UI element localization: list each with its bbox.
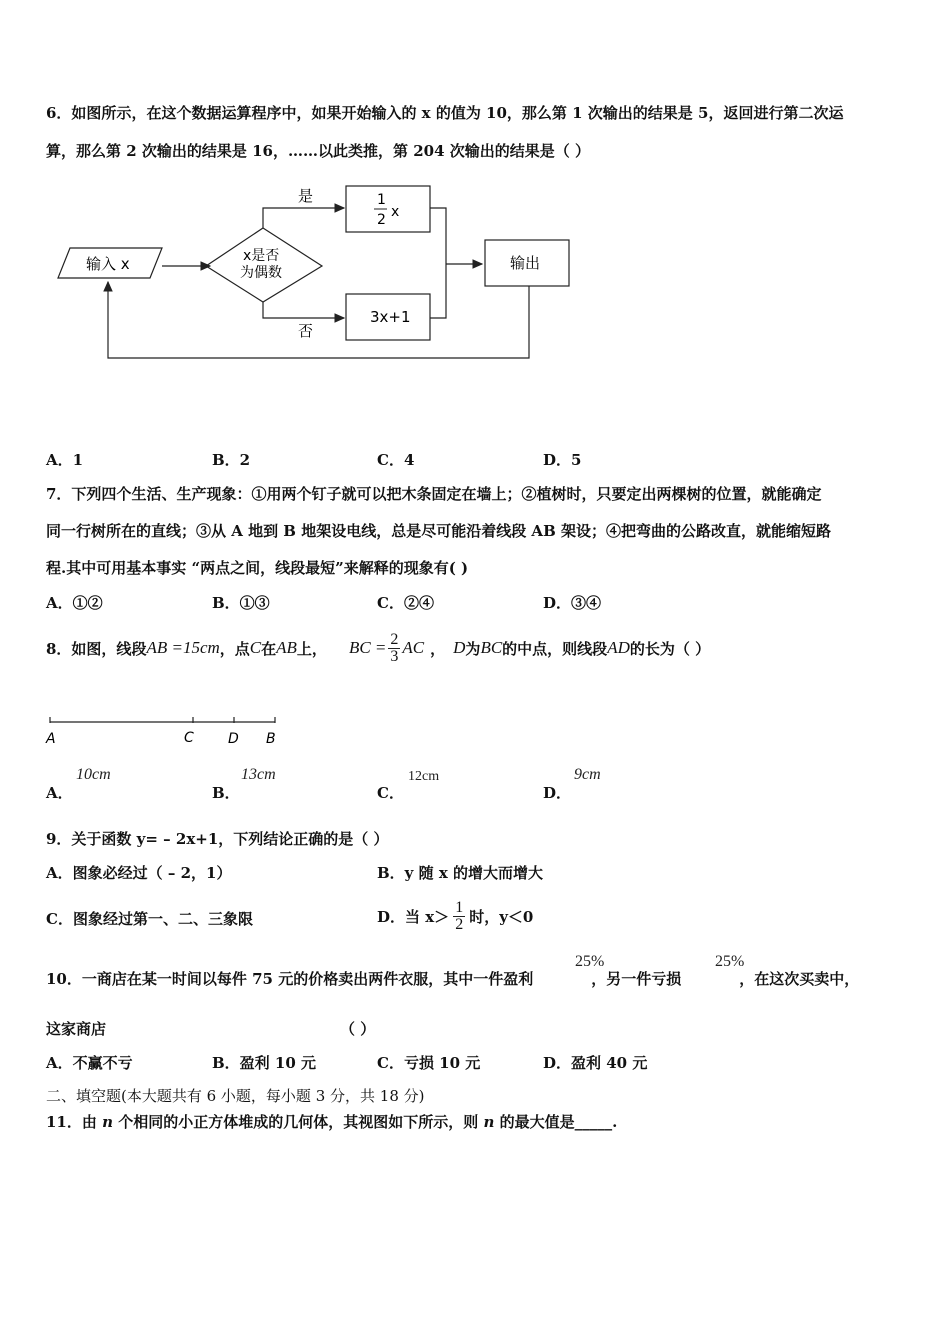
q6-option-b[interactable]: B．2 xyxy=(212,451,251,469)
q11-stem xyxy=(46,1111,617,1132)
flow-half-x-box xyxy=(346,186,430,232)
q8-text-6: 为 xyxy=(465,639,481,658)
q9-option-a[interactable]: A．图象必经过（ – 2，1） xyxy=(46,864,232,882)
q8-text-2: ，点 xyxy=(219,639,250,658)
q10-text-1: 10．一商店在某一时间以每件 75 元的价格卖出两件衣服，其中一件盈利 xyxy=(46,970,534,988)
flow-no-path xyxy=(263,302,344,318)
flow-decision-line1: x是否 xyxy=(243,248,280,264)
q10-text-3: ，在这次买卖中， xyxy=(739,970,860,988)
q8-bc-formula xyxy=(349,632,424,665)
q10-option-d[interactable]: D．盈利 40 元 xyxy=(543,1054,648,1072)
q8-bc-fraction xyxy=(388,632,400,665)
q8-option-b[interactable]: B． xyxy=(212,784,240,802)
flow-loop-path xyxy=(108,282,529,358)
flow-yes-label: 是 xyxy=(298,187,314,205)
q6-stem-line1: 6．如图所示，在这个数据运算程序中，如果开始输入的 x 的值为 10，那么第 1 次输出的结果是 5，返回进行第二次运 xyxy=(46,104,844,122)
q10-answer-paren: （ ） xyxy=(340,1020,376,1038)
q7-option-c[interactable]: C．②④ xyxy=(377,594,434,612)
q8-bc-left: BC = xyxy=(348,638,387,657)
flow-3x1-label: 3x+1 xyxy=(370,308,411,326)
point-label-a: A xyxy=(46,731,56,747)
q6-flowchart xyxy=(50,178,590,368)
q9-option-d[interactable] xyxy=(377,896,533,936)
q8-option-a-value: 10cm xyxy=(76,766,111,783)
q9-d-num: 1 xyxy=(455,898,464,916)
q9-d-post: 时，y＜0 xyxy=(469,907,534,926)
flow-frac-var: x xyxy=(391,204,400,220)
point-label-d: D xyxy=(228,731,239,747)
q9-d-pre: D．当 x＞ xyxy=(377,907,450,926)
q7-stem-line2: 同一行树所在的直线；③从 A 地到 B 地架设电线，总是尽可能沿着线段 AB 架设；④把弯曲的公路改直，就能缩短路 xyxy=(46,522,831,540)
flow-frac-den: 2 xyxy=(377,212,386,228)
q8-math-ad: AD xyxy=(607,638,630,657)
q7-option-b[interactable]: B．①③ xyxy=(212,594,270,612)
q10-option-b[interactable]: B．盈利 10 元 xyxy=(212,1054,316,1072)
q7-option-d[interactable]: D．③④ xyxy=(543,594,602,612)
q8-segment-figure xyxy=(44,710,294,750)
q8-option-c[interactable]: C． xyxy=(377,784,404,802)
flow-yes-path xyxy=(263,208,344,228)
q6-option-c[interactable]: C．4 xyxy=(377,451,415,469)
q7-stem-line1: 7．下列四个生活、生产现象：①用两个钉子就可以把木条固定在墙上；②植树时，只要定出两棵树的位置，就能确定 xyxy=(46,485,822,503)
q8-bc-right: AC xyxy=(402,638,425,657)
q7-stem-line3: 程.其中可用基本事实 “两点之间，线段最短”来解释的现象有( ) xyxy=(46,559,469,577)
q11-n-1: n xyxy=(102,1113,114,1131)
q8-math-ab: AB =15cm xyxy=(146,638,220,657)
q9-d-den: 2 xyxy=(455,915,464,933)
q8-text-8: 的长为（ ） xyxy=(629,639,711,658)
flow-input-label: 输入 x xyxy=(86,255,130,273)
q8-text-3: 在 xyxy=(261,639,277,658)
q6-option-a[interactable]: A．1 xyxy=(46,451,84,469)
q8-bc-den: 3 xyxy=(390,647,399,665)
q10-option-c[interactable]: C．亏损 10 元 xyxy=(377,1054,481,1072)
q8-math-bc: BC xyxy=(480,638,503,657)
q8-text-5: ， xyxy=(430,639,446,658)
section-2-heading: 二、填空题(本大题共有 6 小题，每小题 3 分，共 18 分) xyxy=(46,1087,425,1105)
q10-stem-line2: 这家商店 xyxy=(46,1020,107,1038)
q7-option-a[interactable]: A．①② xyxy=(46,594,103,612)
q9-option-b[interactable]: B．y 随 x 的增大而增大 xyxy=(377,864,544,882)
flow-no-label: 否 xyxy=(298,322,314,340)
q11-text-2: 个相同的小正方体堆成的几何体，其视图如下所示，则 xyxy=(113,1113,484,1131)
q11-n-2: n xyxy=(483,1113,495,1131)
q8-text-1: 8．如图，线段 xyxy=(46,639,147,658)
q8-text-7: 的中点，则线段 xyxy=(502,639,608,658)
q8-math-ab2: AB xyxy=(276,638,297,657)
point-label-b: B xyxy=(266,731,276,747)
q8-stem xyxy=(46,624,710,672)
q6-option-d[interactable]: D．5 xyxy=(543,451,582,469)
flow-frac-num: 1 xyxy=(377,192,386,208)
q8-option-d[interactable]: D． xyxy=(543,784,572,802)
flow-merge-top xyxy=(430,208,446,318)
q11-text-3: 的最大值是_____. xyxy=(494,1113,618,1131)
q8-text-4: 上， xyxy=(296,639,327,658)
q8-option-a[interactable]: A． xyxy=(46,784,73,802)
q8-option-c-value: 12cm xyxy=(408,769,440,784)
q6-stem-line2: 算，那么第 2 次输出的结果是 16，……以此类推，第 204 次输出的结果是（ ） xyxy=(46,142,590,160)
q9-d-fraction xyxy=(453,900,465,933)
q8-math-c: C xyxy=(249,638,262,657)
q8-option-d-value: 9cm xyxy=(574,766,601,783)
flow-decision-line2: 为偶数 xyxy=(240,265,282,281)
point-label-c: C xyxy=(184,730,194,746)
q9-stem: 9．关于函数 y= – 2x+1，下列结论正确的是（ ） xyxy=(46,830,389,848)
q10-loss-percent: 25% xyxy=(715,953,745,970)
q10-stem-line1 xyxy=(46,968,859,989)
flow-output-label: 输出 xyxy=(510,254,541,272)
q8-option-b-value: 13cm xyxy=(241,766,276,783)
q8-bc-num: 2 xyxy=(390,630,399,648)
q8-math-d: D xyxy=(453,638,466,657)
q10-text-2: ，另一件亏损 xyxy=(591,970,682,988)
q10-option-a[interactable]: A．不赢不亏 xyxy=(46,1054,133,1072)
q9-option-c[interactable]: C．图象经过第一、二、三象限 xyxy=(46,910,253,928)
q10-profit-percent: 25% xyxy=(575,953,605,970)
q11-text-1: 11．由 xyxy=(46,1113,103,1131)
